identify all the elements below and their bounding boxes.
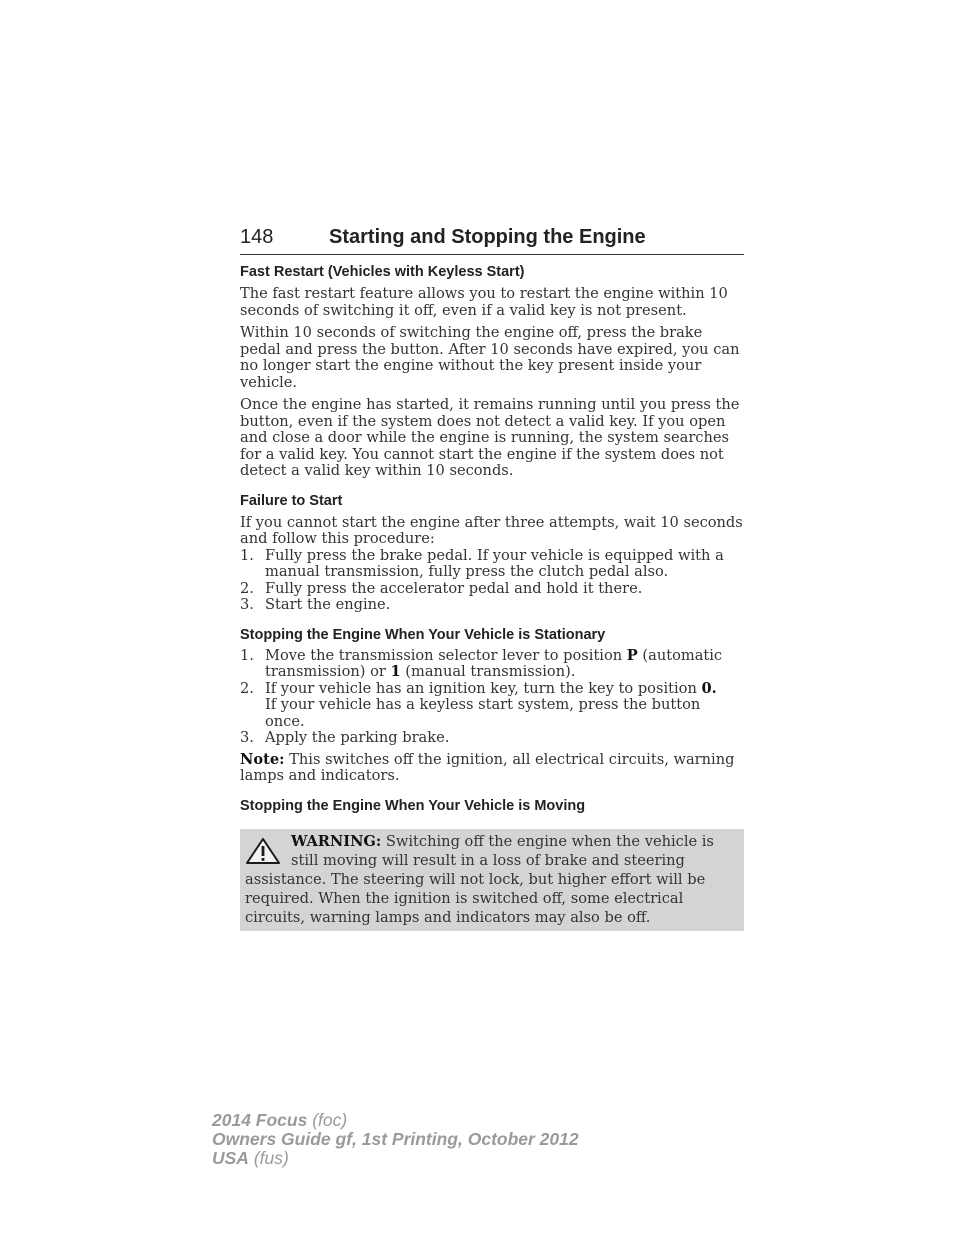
step-number: 3. xyxy=(240,729,254,746)
step-text: Start the engine. xyxy=(265,596,391,613)
list-item xyxy=(240,730,744,747)
note: Note: This switches off the ignition, all electrical circuits, warning lamps and indicators. xyxy=(240,750,735,784)
list-item xyxy=(240,648,744,681)
paragraph: Within 10 seconds of switching the engine off, press the brake pedal and press the button. After 10 seconds have expired, you can no longer start the engine without the key present inside your vehicle. xyxy=(240,324,740,391)
position-1: 1 xyxy=(390,663,401,680)
list-item xyxy=(240,548,744,581)
paragraph: The fast restart feature allows you to restart the engine within 10 seconds of switching it off, even if a valid key is not present. xyxy=(240,285,728,319)
manual-page xyxy=(240,226,744,931)
section-heading: Stopping the Engine When Your Vehicle is Moving xyxy=(240,797,586,814)
footer-line: Owners Guide gf, 1st Printing, October 2012 xyxy=(212,1129,579,1149)
position-p: P xyxy=(626,646,638,664)
section-heading: Stopping the Engine When Your Vehicle is Stationary xyxy=(240,626,606,643)
step-text: Fully press the accelerator pedal and hold it there. xyxy=(265,579,643,597)
step-number: 1. xyxy=(240,646,254,664)
warning-triangle-icon xyxy=(245,837,281,865)
section-failure-to-start xyxy=(240,493,744,614)
step-text: If your vehicle has an ignition key, turn the key to position 0. If your vehicle has a keyless start system, press the button once. xyxy=(265,679,717,730)
warning-text: WARNING: Switching off the engine when the vehicle is still moving will result in a loss of brake and steering assistance. The steering will not lock, but higher effort will be required. When the ignition is switched off, some electrical circuits, warning lamps and indicators may also be off. xyxy=(245,832,714,926)
page-footer xyxy=(212,1111,579,1168)
step-text: Move the transmission selector lever to position P (automatic transmission) or 1 (manual transmission). xyxy=(265,646,723,680)
page-number: 148 xyxy=(240,226,274,248)
page-header xyxy=(240,226,744,255)
chapter-title: Starting and Stopping the Engine xyxy=(329,226,646,248)
warning-box xyxy=(240,829,744,931)
note-label: Note: xyxy=(240,750,285,768)
warning-label: WARNING: xyxy=(291,832,382,850)
paragraph: Once the engine has started, it remains running until you press the button, even if the system does not detect a valid key. If you open and close a door while the engine is running, the system searches for a valid key. You cannot start the engine if the system does not detect a valid key within 10 seconds. xyxy=(240,396,740,479)
list-item xyxy=(240,681,744,731)
footer-line: 2014 Focus (foc) xyxy=(212,1110,348,1130)
footer-line: USA (fus) xyxy=(212,1148,289,1168)
section-heading: Failure to Start xyxy=(240,492,343,509)
section-stationary xyxy=(240,627,744,785)
step-number: 1. xyxy=(240,546,254,564)
step-text: Fully press the brake pedal. If your vehicle is equipped with a manual transmission, fully press the clutch pedal also. xyxy=(265,546,724,580)
section-moving xyxy=(240,798,744,931)
section-fast-restart xyxy=(240,264,744,480)
position-0: 0. xyxy=(701,679,717,697)
step-number: 2. xyxy=(240,679,254,697)
list-item xyxy=(240,597,744,614)
step-number: 3. xyxy=(240,596,254,613)
procedure-list xyxy=(240,548,744,614)
list-item xyxy=(240,581,744,598)
step-number: 2. xyxy=(240,579,254,597)
section-heading: Fast Restart (Vehicles with Keyless Start) xyxy=(240,264,525,280)
paragraph: If you cannot start the engine after three attempts, wait 10 seconds and follow this procedure: xyxy=(240,513,743,547)
step-text: Apply the parking brake. xyxy=(265,729,450,746)
procedure-list xyxy=(240,648,744,747)
